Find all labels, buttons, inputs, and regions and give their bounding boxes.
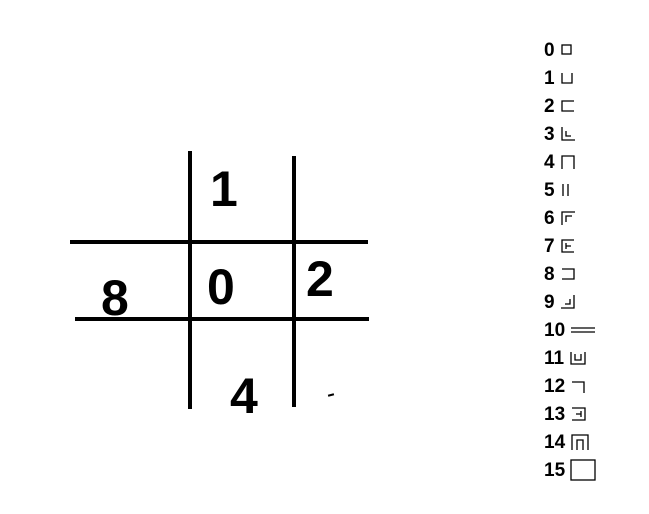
legend-item [544, 178, 572, 202]
legend-item [544, 206, 576, 230]
legend-item [544, 66, 574, 90]
legend-item [544, 346, 587, 370]
grid-line-vertical-right [292, 156, 296, 407]
legend-number: 10 [544, 319, 566, 341]
top-arch-icon [560, 154, 576, 170]
full-square-icon [570, 459, 596, 481]
grid-label-center: 0 [207, 259, 235, 315]
legend-item [544, 318, 596, 342]
grid-line-horizontal-top [70, 240, 368, 244]
grid-line-vertical-left [188, 151, 192, 409]
right-bracket-with-tick-icon [570, 406, 588, 422]
legend-number: 0 [544, 39, 555, 61]
legend-number: 7 [544, 235, 555, 257]
legend-number: 1 [544, 67, 555, 89]
legend-item [544, 430, 590, 454]
nested-corner-bottom-right-icon [560, 294, 576, 310]
legend-number: 14 [544, 431, 566, 453]
double-horizontal-bar-icon [570, 324, 596, 336]
stray-mark [328, 393, 334, 396]
top-right-corner-icon [570, 378, 588, 394]
nested-corner-bottom-left-icon [560, 126, 576, 142]
legend-number: 8 [544, 263, 555, 285]
left-open-bracket-icon [560, 267, 576, 281]
legend-number: 9 [544, 291, 555, 313]
legend-number: 4 [544, 151, 555, 173]
legend-number: 5 [544, 179, 555, 201]
legend-number: 12 [544, 375, 566, 397]
center-square-icon [560, 43, 574, 57]
legend-item [544, 94, 576, 118]
grid-label-top: 1 [210, 161, 238, 217]
legend-number: 2 [544, 95, 555, 117]
legend-number: 11 [544, 347, 565, 369]
arch-with-inner-arch-icon [570, 433, 590, 451]
legend-item [544, 290, 576, 314]
legend-item [544, 262, 576, 286]
legend-item [544, 234, 576, 258]
legend-item [544, 122, 576, 146]
left-bracket-with-tick-icon [560, 238, 576, 254]
nested-corner-top-left-icon [560, 210, 576, 226]
right-open-bracket-icon [560, 99, 576, 113]
grid-label-bottom: 4 [230, 368, 258, 424]
grid-label-right: 2 [306, 251, 334, 307]
legend-item [544, 38, 574, 62]
legend-number: 13 [544, 403, 566, 425]
legend-item [544, 458, 596, 482]
grid-label-left: 8 [101, 270, 129, 326]
legend-item [544, 374, 588, 398]
legend-item [544, 402, 588, 426]
cup-with-inner-cup-icon [569, 350, 587, 366]
legend-number: 6 [544, 207, 555, 229]
double-vertical-bar-icon [560, 182, 572, 198]
legend-number: 15 [544, 459, 566, 481]
legend-item [544, 150, 576, 174]
bottom-cup-icon [560, 71, 574, 85]
legend-number: 3 [544, 123, 555, 145]
